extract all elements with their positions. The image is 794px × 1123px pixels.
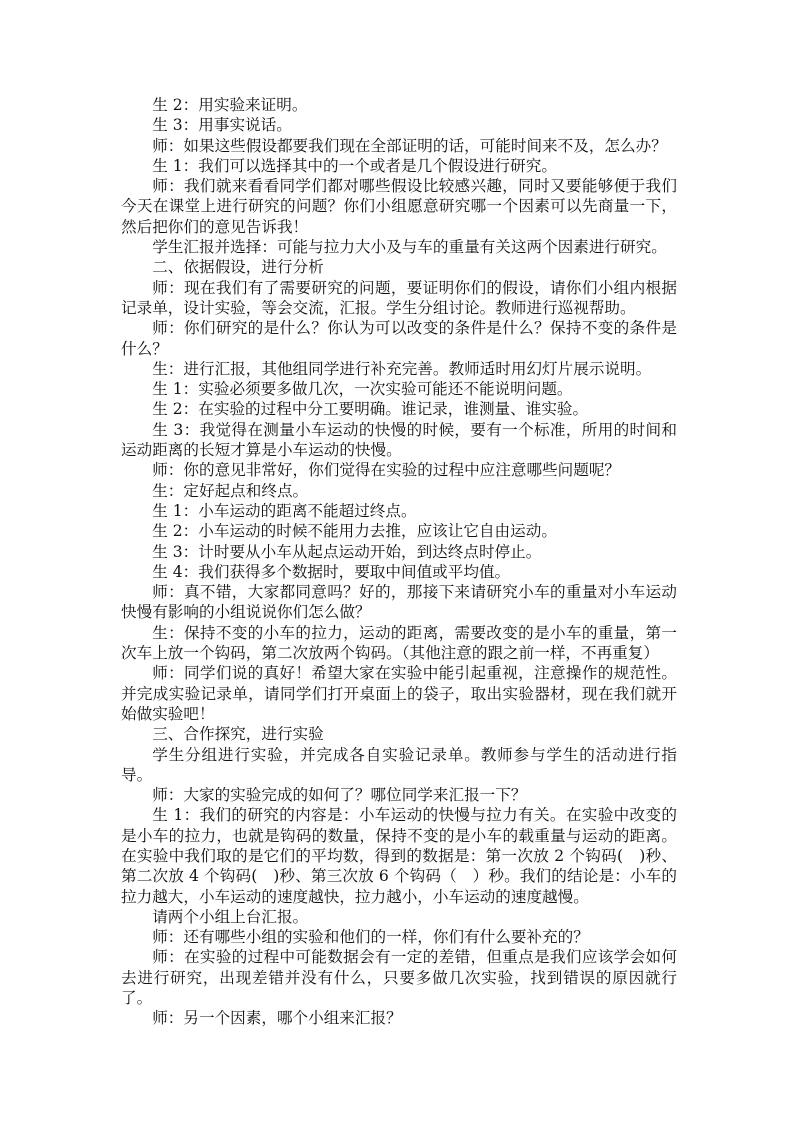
paragraph: 生 3：计时要从小车从起点运动开始，到达终点时停止。 [152, 542, 542, 561]
paragraph: 生 2：小车运动的时候不能用力去推，应该让它自由运动。 [152, 522, 557, 541]
paragraph: 师：你们研究的是什么？你认为可以改变的条件是什么？保持不变的条件是什么？ [121, 319, 677, 358]
paragraph: 师：你的意见非常好，你们觉得在实验的过程中应注意哪些问题呢？ [152, 461, 621, 480]
paragraph: 生 1：我们可以选择其中的一个或者是几个假设进行研究。 [152, 156, 557, 175]
paragraph: 师：如果这些假设都要我们现在全部证明的话，可能时间来不及，怎么办？ [152, 136, 667, 155]
paragraph: 师：在实验的过程中可能数据会有一定的差错，但重点是我们应该学会如何去进行研究，出现差错并没有什么，只要多做几次实验，找到错误的原因就行了。 [121, 948, 677, 1008]
paragraph: 生：保持不变的小车的拉力，运动的距离，需要改变的是小车的重量，第一次车上放一个钩码，第二次放两个钩码。（其他注意的跟之前一样，不再重复） [121, 623, 677, 663]
section-heading: 二、依据假设，进行分析 [152, 258, 324, 277]
paragraph: 生 3：用事实说话。 [152, 116, 292, 135]
paragraph: 师：真不错，大家都同意吗？好的，那接下来请研究小车的重量对小车运动快慢有影响的小组说说你们怎么做？ [121, 583, 677, 622]
paragraph: 生 1：实验必须要多做几次，一次实验可能还不能说明问题。 [152, 380, 573, 399]
paragraph: 请两个小组上台汇报。 [152, 907, 309, 926]
paragraph: 师：大家的实验完成的如何了？哪位同学来汇报一下？ [152, 786, 527, 805]
section-heading: 三、合作探究，进行实验 [152, 725, 324, 744]
paragraph: 生 1：小车运动的距离不能超过终点。 [152, 501, 417, 520]
paragraph: 生 2：在实验的过程中分工要明确。谁记录，谁测量、谁实验。 [152, 400, 589, 419]
paragraph: 师：还有哪些小组的实验和他们的一样，你们有什么要补充的？ [152, 928, 589, 947]
paragraph: 生：进行汇报，其他组同学进行补充完善。教师适时用幻灯片展示说明。 [152, 359, 652, 378]
paragraph: 师：同学们说的真好！希望大家在实验中能引起重视，注意操作的规范性。并完成实验记录单，请同学们打开桌面上的袋子，取出实验器材，现在我们就开始做实验吧！ [121, 664, 677, 723]
paragraph: 师：现在我们有了需要研究的问题，要证明你们的假设，请你们小组内根据记录单，设计实验，等会交流，汇报。学生分组讨论。教师进行巡视帮助。 [121, 278, 677, 317]
paragraph: 生 4：我们获得多个数据时，要取中间值或平均值。 [152, 562, 511, 581]
paragraph: 学生分组进行实验，并完成各自实验记录单。教师参与学生的活动进行指导。 [121, 745, 677, 784]
paragraph: 师：我们就来看看同学们都对哪些假设比较感兴趣，同时又要能够便于我们今天在课堂上进行研究的问题？你们小组愿意研究哪一个因素可以先商量一下，然后把你们的意见告诉我！ [121, 177, 677, 236]
paragraph: 师：另一个因素，哪个小组来汇报？ [152, 1009, 402, 1028]
paragraph: 生：定好起点和终点。 [152, 481, 309, 500]
paragraph: 生 3：我觉得在测量小车运动的快慢的时候，要有一个标准，所用的时间和运动距离的长短才算是小车运动的快慢。 [121, 420, 677, 460]
paragraph: 学生汇报并选择：可能与拉力大小及与车的重量有关这两个因素进行研究。 [152, 238, 667, 257]
paragraph: 生 1：我们的研究的内容是：小车运动的快慢与拉力有关。在实验中改变的是小车的拉力，也就是钩码的数量，保持不变的是小车的载重量与运动的距离。在实验中我们取的是它们的平均数，得到的数据是：第一次放 2 个钩码( )秒、第二次放 4 个钩码( )秒、第三次放 6 个钩码（ ）秒。我们的结论是：小车的拉力越大，小车运动的速度越快，拉力越小，小车运动的速度越慢。 [121, 806, 677, 906]
document-body [121, 95, 677, 1029]
paragraph: 生 2：用实验来证明。 [152, 96, 308, 114]
